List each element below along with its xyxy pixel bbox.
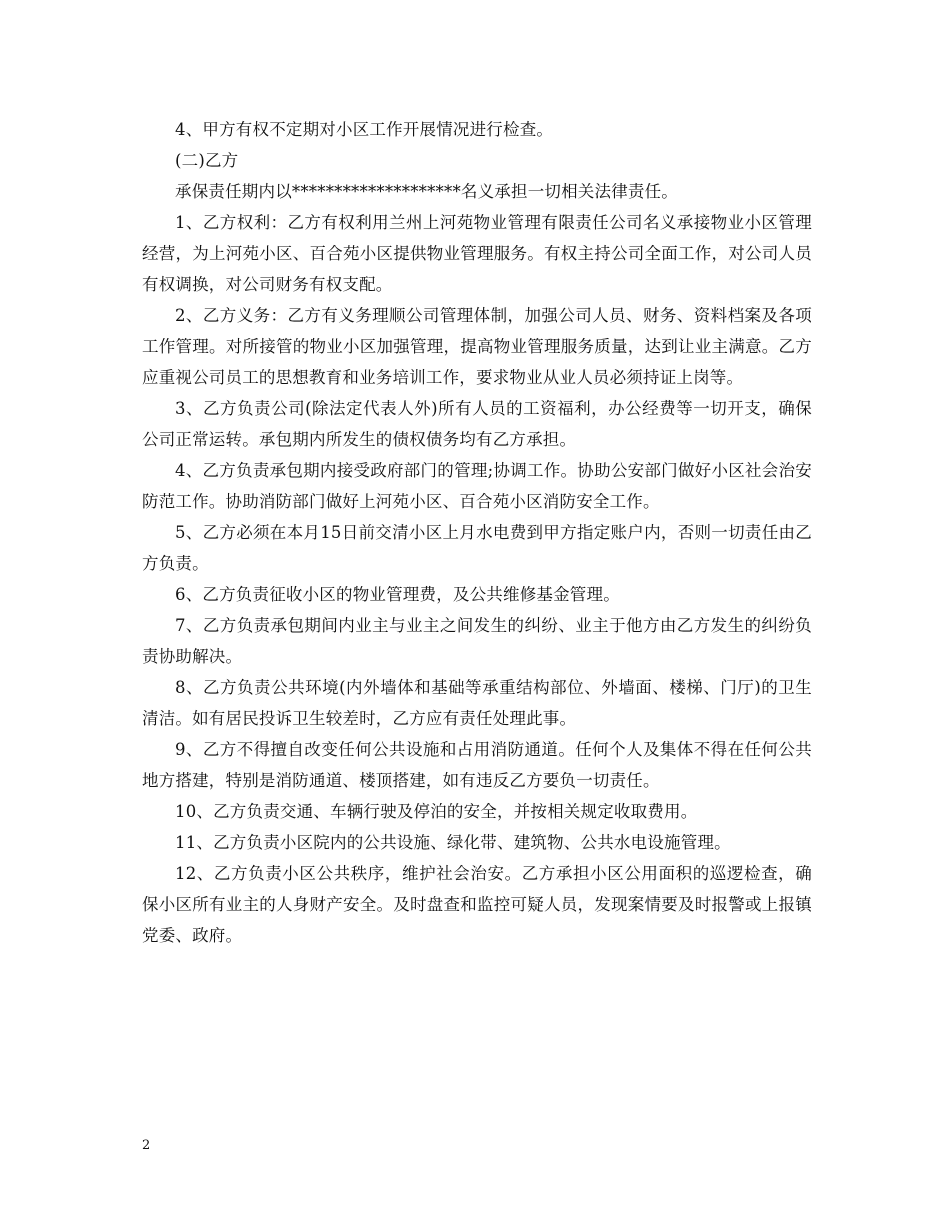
paragraph: 10、乙方负责交通、车辆行驶及停泊的安全，并按相关规定收取费用。 xyxy=(175,802,698,821)
paragraph: 8、乙方负责公共环境(内外墙体和基础等承重结构部位、外墙面、楼梯、门厅)的卫生清洁。如有居民投诉卫生较差时，乙方应有责任处理此事。 xyxy=(142,678,812,728)
page-number: 2 xyxy=(142,1138,151,1153)
paragraph: 7、乙方负责承包期间内业主与业主之间发生的纠纷、业主于他方由乙方发生的纠纷负责协助解决。 xyxy=(142,616,812,666)
paragraph: 4、乙方负责承包期内接受政府部门的管理;协调工作。协助公安部门做好小区社会治安防范工作。协助消防部门做好上河苑小区、百合苑小区消防安全工作。 xyxy=(142,461,812,511)
paragraph: 承保责任期内以********************名义承担一切相关法律责任。 xyxy=(175,182,678,201)
paragraph: 5、乙方必须在本月15日前交清小区上月水电费到甲方指定账户内，否则一切责任由乙方负责。 xyxy=(142,523,812,573)
section-heading: (二)乙方 xyxy=(175,151,239,170)
paragraph: 12、乙方负责小区公共秩序，维护社会治安。乙方承担小区公用面积的巡逻检查，确保小区所有业主的人身财产安全。及时盘查和监控可疑人员，发现案情要及时报警或上报镇党委、政府。 xyxy=(142,864,812,945)
paragraph: 2、乙方义务：乙方有义务理顺公司管理体制，加强公司人员、财务、资料档案及各项工作管理。对所接管的物业小区加强管理，提高物业管理服务质量，达到让业主满意。乙方应重视公司员工的思想教育和业务培训工作，要求物业从业人员必须持证上岗等。 xyxy=(142,306,812,387)
paragraph: 4、甲方有权不定期对小区工作开展情况进行检查。 xyxy=(175,120,554,139)
paragraph: 6、乙方负责征收小区的物业管理费，及公共维修基金管理。 xyxy=(175,585,620,604)
paragraph: 11、乙方负责小区院内的公共设施、绿化带、建筑物、公共水电设施管理。 xyxy=(175,833,731,852)
document-body xyxy=(142,114,812,951)
paragraph: 3、乙方负责公司(除法定代表人外)所有人员的工资福利，办公经费等一切开支，确保公司正常运转。承包期内所发生的债权债务均有乙方承担。 xyxy=(142,399,812,449)
paragraph: 1、乙方权利：乙方有权利用兰州上河苑物业管理有限责任公司名义承接物业小区管理经营，为上河苑小区、百合苑小区提供物业管理服务。有权主持公司全面工作，对公司人员有权调换，对公司财务有权支配。 xyxy=(142,213,812,294)
paragraph: 9、乙方不得擅自改变任何公共设施和占用消防通道。任何个人及集体不得在任何公共地方搭建，特别是消防通道、楼顶搭建，如有违反乙方要负一切责任。 xyxy=(142,740,812,790)
